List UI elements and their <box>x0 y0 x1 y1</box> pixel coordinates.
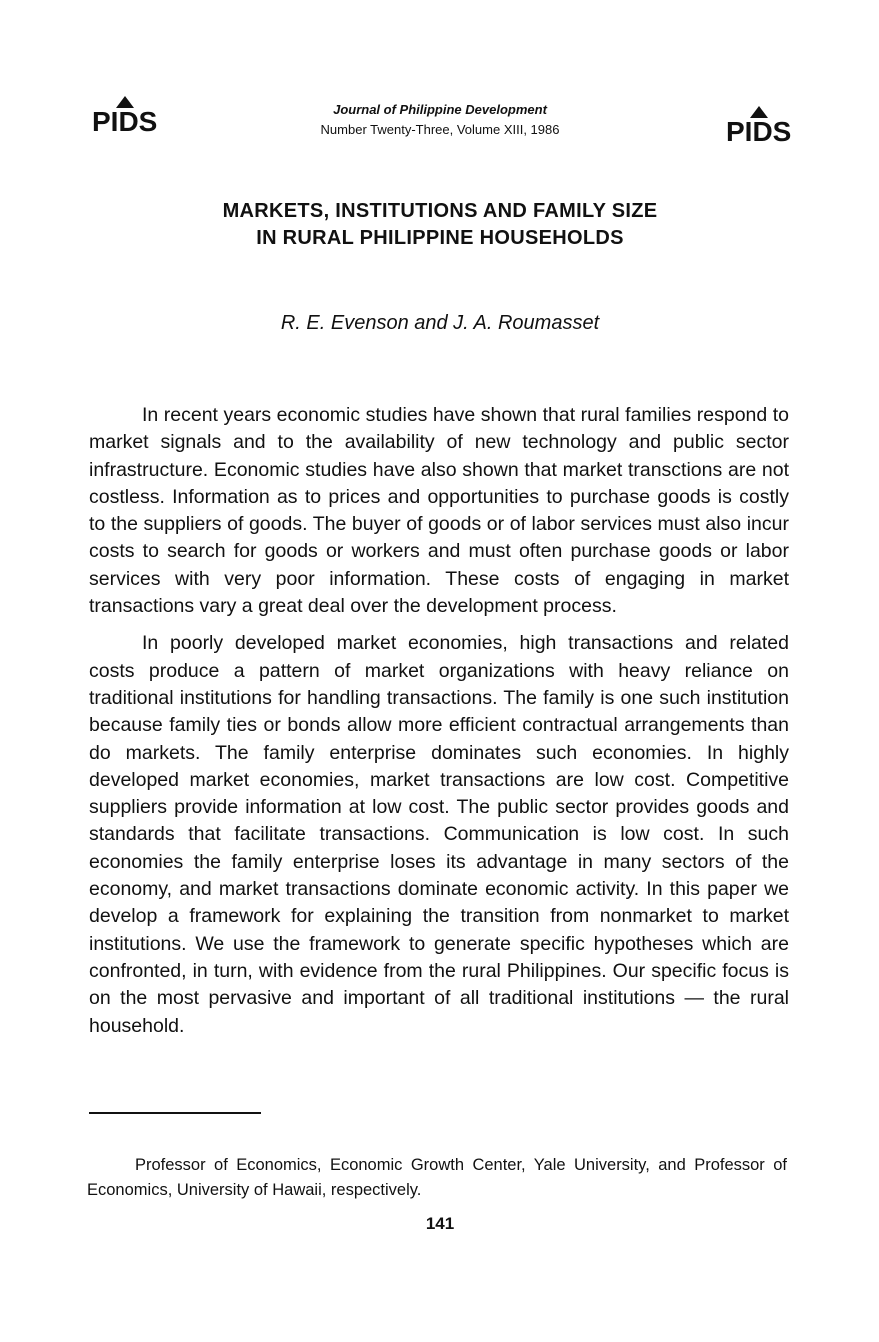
journal-name: Journal of Philippine Development <box>333 102 547 117</box>
body-text <box>89 402 789 1050</box>
footnote-rule <box>89 1112 261 1114</box>
journal-issue: Number Twenty-Three, Volume XIII, 1986 <box>320 122 560 137</box>
journal-header <box>250 100 630 140</box>
paper-title-line-1: MARKETS, INSTITUTIONS AND FAMILY SIZE <box>222 200 658 222</box>
paragraph-2: In poorly developed market economies, high transactions and related costs produce a pattern of market organizations with heavy reliance on traditional institutions for handling transactions. The family is one such institution because family ties or bonds allow more efficient contractual arrangements than do markets. The family enterprise dominates such economies. In highly developed market economies, market transactions are low cost. Competitive suppliers provide information at low cost. The public sector provides goods and standards that facilitate transactions. Communication is low cost. In such economies the family enterprise loses its advantage in many sectors of the economy, and market transactions dominate economic activity. In this paper we develop a framework for explaining the transition from nonmarket to market institutions. We use the framework to generate specific hypotheses which are confronted, in turn, with evidence from the rural Philippines. Our specific focus is on the most pervasive and important of all traditional institutions — the rural household. <box>89 632 789 1037</box>
pids-logo-left: PIDS <box>92 108 157 136</box>
pids-roof-icon <box>750 106 768 118</box>
paper-title <box>100 198 780 252</box>
paper-title-line-2: IN RURAL PHILIPPINE HOUSEHOLDS <box>256 227 624 249</box>
footnote: Professor of Economics, Economic Growth Center, Yale University, and Professor of Economics, University of Hawaii, respectively. <box>87 1156 787 1199</box>
pids-logo-right: PIDS <box>726 118 791 146</box>
pids-roof-icon <box>116 96 134 108</box>
page-number: 141 <box>425 1214 455 1233</box>
paper-authors: R. E. Evenson and J. A. Roumasset <box>280 312 600 334</box>
paragraph-1: In recent years economic studies have shown that rural families respond to market signals and to the availability of new technology and public sector infrastructure. Economic studies have also shown that market transctions are not costless. Information as to prices and opportunities to purchase goods is costly to the suppliers of goods. The buyer of goods or of labor services must also incur costs to search for goods or workers and must often purchase goods or labor services with very poor information. These costs of engaging in market transactions vary a great deal over the development process. <box>89 404 789 618</box>
